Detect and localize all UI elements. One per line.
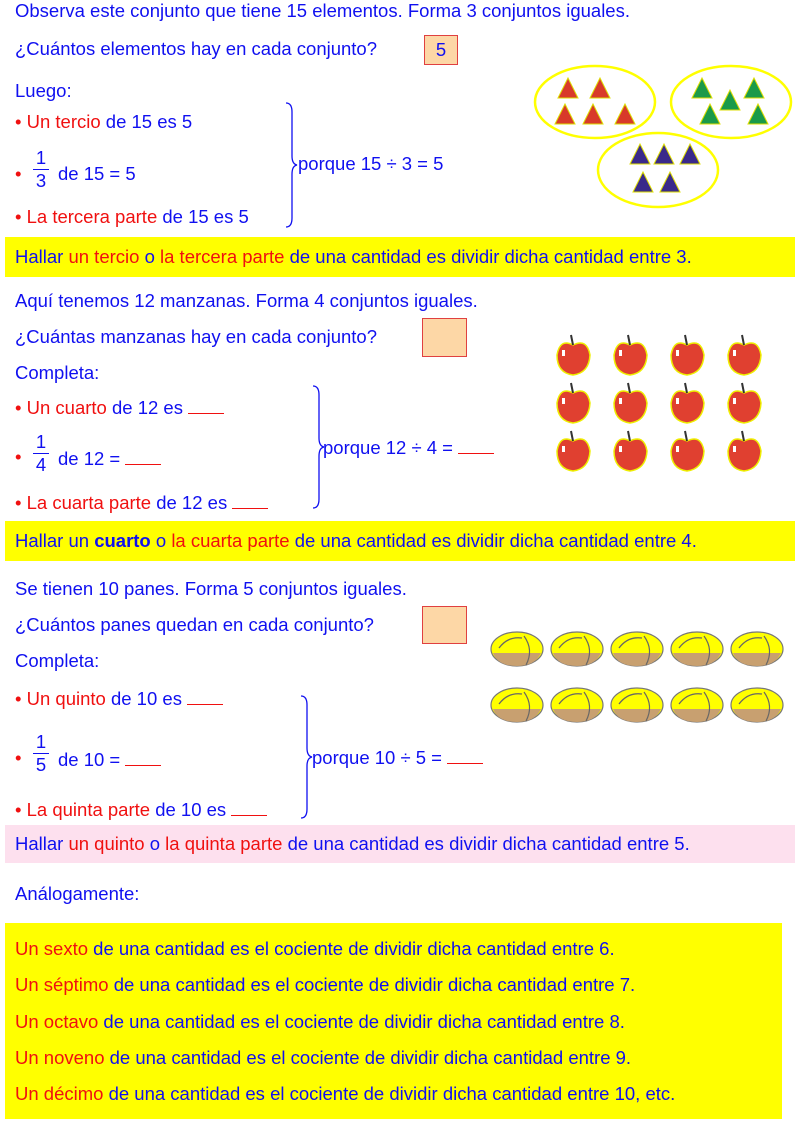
text: de 15 es 5 (100, 111, 193, 132)
section1-intro: Observa este conjunto que tiene 15 elementos. Forma 3 conjuntos iguales. (15, 0, 630, 21)
section2-bullet2: de 12 = (58, 446, 161, 470)
section3-porque: porque 10 ÷ 5 = (312, 745, 483, 769)
completa-label: Completa: (15, 362, 100, 383)
apple-icon (557, 383, 590, 423)
bread-icon (491, 688, 543, 722)
fraction: $\frac{1}{4}$ (33, 431, 49, 476)
section1-porque: porque 15 ÷ 3 = 5 (298, 153, 444, 174)
apple-icon (671, 383, 704, 423)
bullet-dot: • (15, 747, 22, 768)
section3-bullet1: • Un quinto de 10 es (15, 686, 223, 710)
analog-title: Análogamente: (15, 883, 140, 904)
section2-bullet1: • Un cuarto de 12 es (15, 395, 224, 419)
apple-icon (728, 335, 761, 375)
answer-blank[interactable] (187, 686, 223, 705)
breads-illustration (487, 625, 797, 730)
section3-bullet2: de 10 = (58, 747, 161, 771)
numerator: 1 (33, 147, 49, 170)
apple-icon (614, 335, 647, 375)
brace-icon (299, 695, 313, 819)
apple-icon (671, 335, 704, 375)
analog-line: Un décimo de una cantidad es el cociente de dividir dicha cantidad entre 10, etc. (15, 1083, 676, 1104)
section2-answer-box[interactable] (422, 318, 467, 357)
rule-banner-3: Hallar un quinto o la quinta parte de una cantidad es dividir dicha cantidad entre 5. (5, 825, 795, 863)
bullet-dot: • (15, 446, 22, 467)
fraction (33, 147, 49, 192)
answer-blank[interactable] (188, 395, 224, 414)
analog-box (5, 923, 782, 1119)
bread-icon (491, 632, 543, 666)
term: La tercera parte (26, 206, 158, 227)
rule-banner-2: Hallar un cuarto o la cuarta parte de una cantidad es dividir dicha cantidad entre 4. (5, 521, 795, 561)
apple-icon (557, 335, 590, 375)
bread-icon (731, 688, 783, 722)
denominator: 3 (35, 170, 47, 191)
bullet-dot: • (15, 163, 22, 184)
analog-line: Un noveno de una cantidad es el cociente de dividir dicha cantidad entre 9. (15, 1047, 632, 1068)
section1-bullet2: de 15 = 5 (58, 163, 136, 184)
section1-question: ¿Cuántos elementos hay en cada conjunto? (15, 38, 378, 59)
apples-illustration (550, 330, 770, 480)
luego-label: Luego: (15, 80, 72, 101)
text: de 15 es 5 (157, 206, 249, 227)
section1-bullet3: • La tercera parte de 15 es 5 (15, 206, 249, 227)
section3-question: ¿Cuántos panes quedan en cada conjunto? (15, 614, 374, 635)
analog-line: Un octavo de una cantidad es el cociente de dividir dicha cantidad entre 8. (15, 1011, 625, 1032)
answer-blank[interactable] (231, 797, 267, 816)
bread-icon (551, 688, 603, 722)
answer-blank[interactable] (458, 435, 494, 454)
completa-label: Completa: (15, 650, 100, 671)
apple-icon (614, 383, 647, 423)
section1-bullet1: • Un tercio de 15 es 5 (15, 111, 193, 132)
brace-icon (284, 102, 298, 228)
analog-line: Un sexto de una cantidad es el cociente de dividir dicha cantidad entre 6. (15, 938, 615, 959)
rule-banner-1: Hallar un tercio o la tercera parte de una cantidad es dividir dicha cantidad entre 3. (5, 237, 795, 277)
apple-icon (728, 383, 761, 423)
answer-blank[interactable] (125, 747, 161, 766)
section2-intro: Aquí tenemos 12 manzanas. Forma 4 conjuntos iguales. (15, 290, 478, 311)
apple-icon (557, 431, 590, 471)
answer-blank[interactable] (125, 446, 161, 465)
answer-blank[interactable] (447, 745, 483, 764)
answer-blank[interactable] (232, 490, 268, 509)
analog-line: Un séptimo de una cantidad es el cociente de dividir dicha cantidad entre 7. (15, 974, 636, 995)
section3-bullet3: • La quinta parte de 10 es (15, 797, 267, 821)
apple-icon (671, 431, 704, 471)
term: Un tercio (26, 111, 101, 132)
bread-icon (671, 632, 723, 666)
section3-answer-box[interactable] (422, 606, 467, 644)
triangle-sets-illustration (530, 60, 800, 210)
bread-icon (671, 688, 723, 722)
apple-icon (614, 431, 647, 471)
section2-question: ¿Cuántas manzanas hay en cada conjunto? (15, 326, 378, 347)
section3-intro: Se tienen 10 panes. Forma 5 conjuntos iguales. (15, 578, 407, 599)
section1-answer-box[interactable]: 5 (424, 35, 458, 65)
section2-bullet3: • La cuarta parte de 12 es (15, 490, 268, 514)
bread-icon (611, 632, 663, 666)
bread-icon (731, 632, 783, 666)
fraction: $\frac{1}{5}$ (33, 731, 49, 776)
section2-porque: porque 12 ÷ 4 = (323, 435, 494, 459)
apple-icon (728, 431, 761, 471)
bread-icon (551, 632, 603, 666)
bread-icon (611, 688, 663, 722)
